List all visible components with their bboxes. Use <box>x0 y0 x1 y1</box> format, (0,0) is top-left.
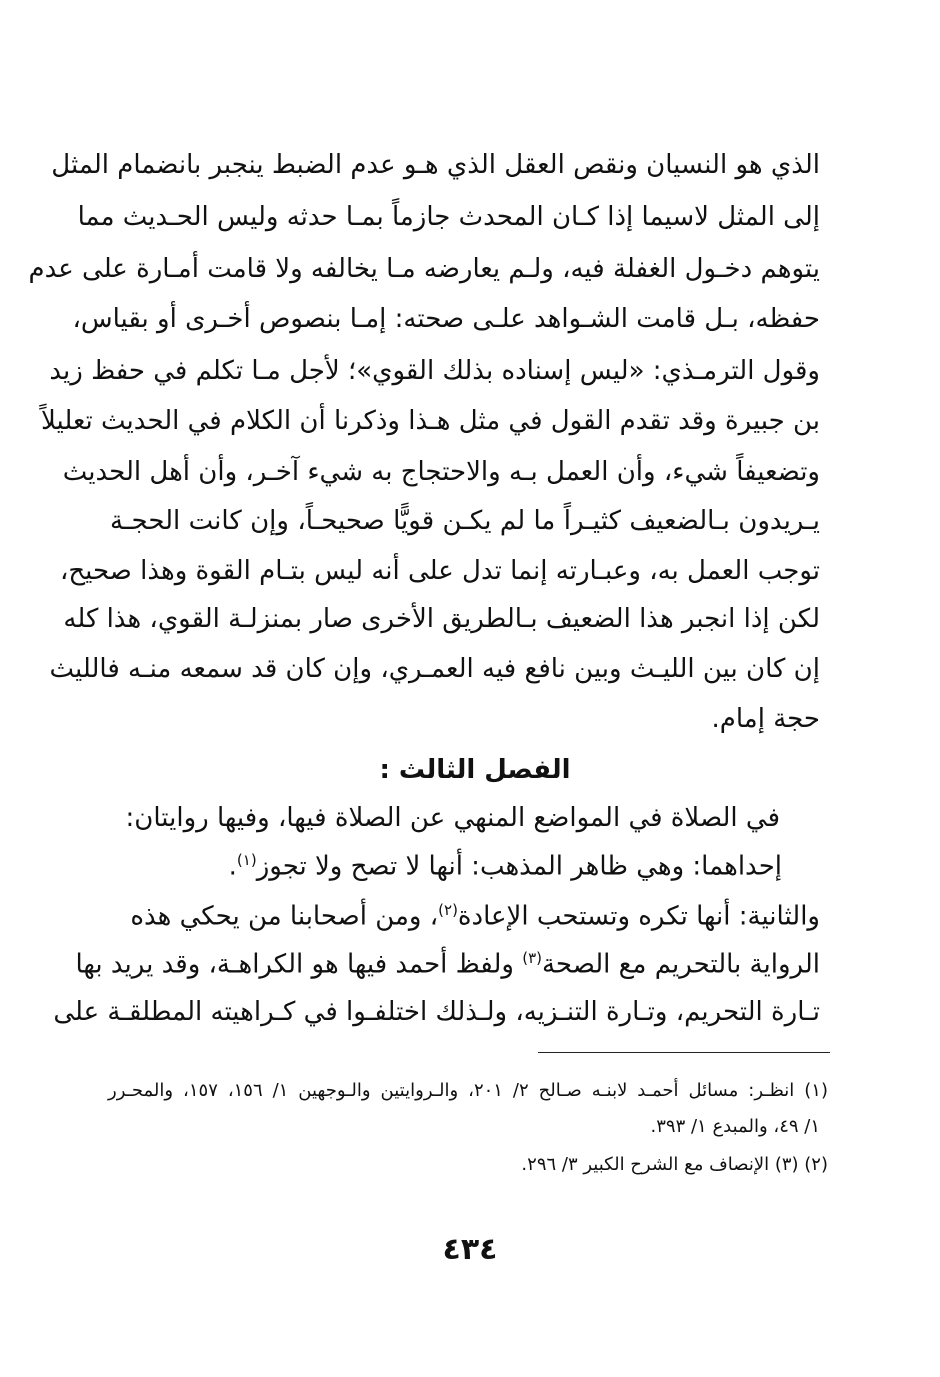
narration-one-end: . <box>228 851 237 882</box>
footnote-ref-1: (١) <box>236 851 257 869</box>
body-line-4: حفظه، بـل قامت الشـواهد علـى صحته: إمـا بنصوص أخـرى أو بقياس، <box>72 304 820 334</box>
narration-one <box>229 851 782 882</box>
footnote-1-line-1: (١) انظـر: مسائل أحمـد لابنـه صـالح ٢/ ٢٠١، والـروايتين والـوجهين ١/ ١٥٦، ١٥٧، والمحـرر <box>108 1080 828 1101</box>
footnote-1-line-2: ١/ ٤٩، والمبدع ١/ ٣٩٣. <box>650 1116 820 1137</box>
body-line-7: وتضعيفاً شيء، وأن العمل بـه والاحتجاج به شيء آخـر، وأن أهل الحديث <box>62 457 820 487</box>
body-line-6: بن جبيرة وقد تقدم القول في مثل هـذا وذكرنا أن الكلام في الحديث تعليلاً <box>41 406 820 436</box>
page-number: ٤٣٤ <box>442 1232 498 1267</box>
narration-two-text-b: ، ومن أصحابنا من يحكي هذه <box>130 901 439 932</box>
body-line-5: وقول الترمـذي: «ليس إسناده بذلك القوي»؛ لأجل مـا تكلم في حفظ زيد <box>49 356 820 386</box>
body-line-2: إلى المثل لاسيما إذا كـان المحدث جازماً بمـا حدثه وليس الحـديث مما <box>77 202 820 232</box>
footnote-ref-2: (٢) <box>438 901 458 919</box>
body-line-10: لكن إذا انجبر هذا الضعيف بـالطريق الأخرى صار بمنزلـة القوي، هذا كله <box>63 604 820 634</box>
narration-one-text: إحداهما: وهي ظاهر المذهب: أنها لا تصح ولا تجوز <box>256 851 782 882</box>
narration-two-text-a: والثانية: أنها تكره وتستحب الإعادة <box>457 901 820 932</box>
body-line-8: يـريدون بـالضعيف كثيـراً ما لم يكـن قويًّا صحيحـاً، وإن كانت الحجـة <box>110 506 820 536</box>
footnote-2-3: (٢) (٣) الإنصاف مع الشرح الكبير ٣/ ٢٩٦. <box>521 1154 828 1175</box>
body-line-9: توجب العمل به، وعبـارته إنما تدل على أنه ليس بتـام القوة وهذا صحيح، <box>60 556 820 586</box>
section-intro: في الصلاة في المواضع المنهي عن الصلاة فيها، وفيها روايتان: <box>125 803 780 833</box>
narration-two-line-2 <box>75 949 820 980</box>
narration-two-line-3: تـارة التحريم، وتـارة التنـزيه، ولـذلك اختلفـوا في كـراهيته المطلقـة على <box>53 997 820 1027</box>
footnote-ref-3: (٣) <box>522 949 542 967</box>
body-line-1: الذي هو النسيان ونقص العقل الذي هـو عدم الضبط ينجبر بانضمام المثل <box>51 150 820 180</box>
narration-two-text-c: الرواية بالتحريم مع الصحة <box>541 949 820 980</box>
body-line-12: حجة إمام. <box>711 704 820 734</box>
body-line-3: يتوهم دخـول الغفلة فيه، ولـم يعارضه مـا يخالفه ولا قامت أمـارة على عدم <box>28 254 820 284</box>
body-line-11: إن كان بين الليـث وبين نافع فيه العمـري، وإن كان قد سمعه منـه فالليث <box>49 654 820 684</box>
footnote-divider <box>538 1052 830 1053</box>
narration-two-line-1 <box>130 901 820 932</box>
narration-two-text-d: ولفظ أحمد فيها هو الكراهـة، وقد يريد بها <box>75 949 523 980</box>
section-heading: الفصل الثالث : <box>379 755 571 785</box>
